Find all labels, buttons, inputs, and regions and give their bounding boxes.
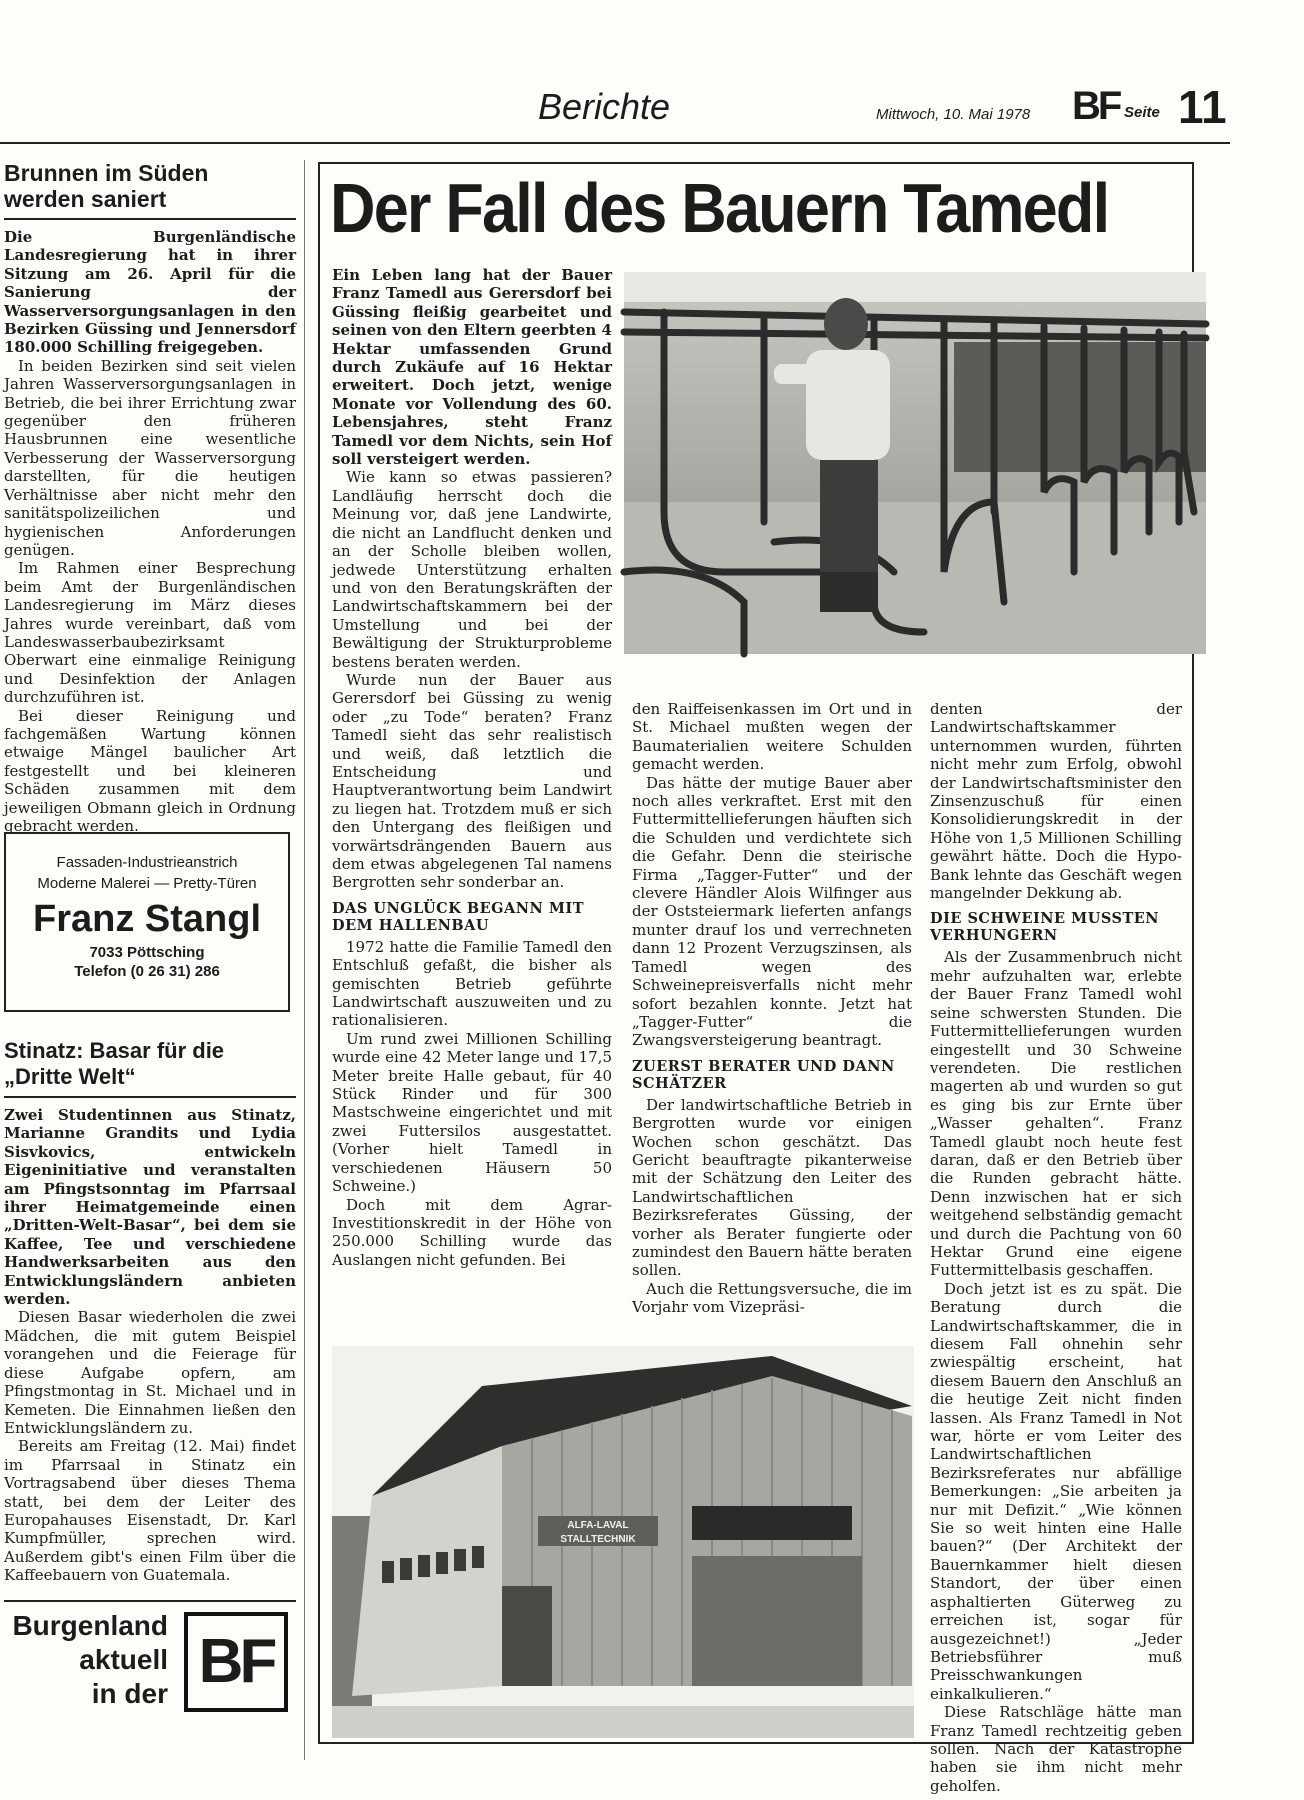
main-col-1 <box>332 266 612 1336</box>
story-brunnen-p1: In beiden Bezirken sind seit vielen Jahren Wasserversorgungsanlagen in Betrieb, die bei ihrer Errichtung zwar gegenüber den früheren Hausbrunnen eine wesentliche Verbesserung der Wasserversorgung darstellten, für die heutigen Verhältnisse aber nicht mehr den sanitätspolizeilichen und hygienischen Anforderungen genügen. <box>4 356 296 559</box>
main-col1-p5: Doch mit dem Agrar-Investitionskredit in der Höhe von 250.000 Schilling wurde das Auslangen nicht gefunden. Bei <box>332 1195 612 1269</box>
main-col3-p1: denten der Landwirtschaftskammer unternommen wurden, führten nicht mehr zum Erfolg, obwohl der Landwirtschaftsminister den Zinsenzuschuß für einen Konsolidierungskredit in der Höhe von 1,5 Millionen Schilling gewährt hätte. Doch die Hypo-Bank lehnte das Geschäft wegen mangelnder Dekkung ab. <box>930 700 1182 903</box>
story-brunnen-p2: Im Rahmen einer Besprechung beim Amt der Burgenländischen Landesregierung im März dieses Jahres wurde vereinbart, daß vom Landeswasserbaubezirksamt Oberwart eine einmalige Reinigung und Desinfektion der Anlagen durchzuführen ist. <box>4 559 296 707</box>
story-stinatz-headline-2: „Dritte Welt“ <box>4 1064 136 1089</box>
main-col-2 <box>632 700 912 1336</box>
ad-line-1: Fassaden-Industrieanstrich <box>56 854 238 871</box>
promo-logo-box <box>184 1612 288 1712</box>
header-rule <box>0 142 1230 144</box>
main-col2-p2: Das hätte der mutige Bauer aber noch alles verkraftet. Erst mit den Futtermittellieferungen häuften sich die Schulden und verdichtete sich die Gefahr. Denn die steirische Firma „Tagger-Futter“ und der clevere Händler Alois Wilfinger aus der Oststeiermark lieferten anfangs munter drauf los und verrechneten dann 12 Prozent Verzugszinsen, als Tamedl wegen des Schweinepreisverfalls nicht mehr sofort bezahlen konnte. Jetzt hat „Tagger-Futter“ die Zwangsversteigerung beantragt. <box>632 773 912 1050</box>
story-stinatz <box>4 1038 296 1585</box>
main-subhead-2: ZUERST BERATER UND DANN SCHÄTZER <box>632 1057 895 1092</box>
main-subhead-1: DAS UNGLÜCK BEGANN MIT DEM HALLENBAU <box>332 899 584 934</box>
main-lead: Ein Leben lang hat der Bauer Franz Tamedl aus Gerersdorf bei Güssing fleißig gearbeitet und seinen von den Eltern geerbten 4 Hektar umfassenden Grund durch Zukäufe auf 16 Hektar erweitert. Doch jetzt, wenige Monate vor Vollendung des 60. Lebensjahres, steht Franz Tamedl vor dem Nichts, sein Hof soll versteigert werden. <box>332 266 612 469</box>
left-column-divider <box>304 160 305 1760</box>
promo-line-2: aktuell <box>79 1644 168 1675</box>
photo-barn-drawing <box>332 1346 914 1738</box>
photo-barn <box>332 1346 914 1738</box>
story-stinatz-rule <box>4 1096 296 1098</box>
main-col2-p3: Der landwirtschaftliche Betrieb in Bergrotten wurde vor einigen Wochen schon geschätzt. Das Gericht beauftragte pikanterweise mit der Schätzung den Leiter des Landwirtschaftlichen Bezirksreferates Güssing, der vorher als Berater fungierte oder zumindest den Bauern hätte beraten sollen. <box>632 1095 912 1280</box>
story-brunnen-lead: Die Burgenländische Landesregierung hat in ihrer Sitzung am 26. April für die Sanierung der Wasserversorgungsanlagen in den Bezirken Güssing und Jennersdorf 180.000 Schilling freigegeben. <box>4 228 296 357</box>
story-brunnen-rule <box>4 218 296 220</box>
page-header <box>0 78 1304 138</box>
photo-farmer-stalls <box>624 272 1206 654</box>
ad-name: Franz Stangl <box>32 898 262 940</box>
main-col1-p4: Um rund zwei Millionen Schilling wurde eine 42 Meter lange und 17,5 Meter breite Halle gebaut, für 40 Stück Rinder und für 300 Mastschweine eingerichtet und mit zwei Futtersilos ausgestattet. (Vorher hielt Tamedl in verschiedenen Häusern 50 Schweine.) <box>332 1029 612 1196</box>
story-stinatz-headline-1: Stinatz: Basar für die <box>4 1038 225 1063</box>
story-brunnen-headline-1: Brunnen im Süden <box>4 160 209 186</box>
main-headline: Der Fall des Bauern Tamedl <box>330 169 1109 247</box>
ad-address: 7033 Pöttsching <box>89 944 205 961</box>
main-col1-p2: Wurde nun der Bauer aus Gerersdorf bei Güssing zu wenig oder „zu Tode“ beraten? Franz Tamedl sieht das sehr realistisch und weiß, daß letztlich die Entscheidung und Hauptverantwortung beim Landwirt zu liegen hat. Trotzdem muß er sich den Untergang des fleißigen und vorwärtsdrängenden Bauern aus dem etwas abgelegenen Tal namens Bergrotten sehr sonderbar an. <box>332 670 612 892</box>
story-brunnen-headline-2: werden saniert <box>4 186 167 212</box>
issue-date: Mittwoch, 10. Mai 1978 <box>876 106 1031 123</box>
ad-stangl <box>4 832 290 1012</box>
barn-sign-1: ALFA-LAVAL <box>567 1520 629 1531</box>
section-title: Berichte <box>538 86 671 127</box>
main-col2-p4: Auch die Rettungsversuche, die im Vorjahr vom Vizepräsi- <box>632 1279 912 1317</box>
ad-line-2: Moderne Malerei — Pretty-Türen <box>37 875 257 892</box>
page-label: Seite <box>1124 104 1160 121</box>
left-column <box>4 160 296 1760</box>
story-stinatz-p2: Bereits am Freitag (12. Mai) findet im Pfarrsaal in Stinatz ein Vortragsabend über dieses Thema statt, bei dem der Leiter des Europahauses Eisenstadt, Dr. Karl Kumpfmüller, sprechen wird. Außerdem gibt's einen Film über die Kaffeebauern von Guatemala. <box>4 1437 296 1585</box>
promo-line-1: Burgenland <box>12 1610 168 1641</box>
story-stinatz-lead: Zwei Studentinnen aus Stinatz, Marianne Grandits und Lydia Sisvkovics, entwickeln Eigeninitiative und veranstalten am Pfingstsonntag im Pfarrsaal ihrer Heimatgemeinde einen „Dritten-Welt-Basar“, bei dem sie Kaffee, Tee und verschiedene Handwerksarbeiten aus den Entwicklungsländern anbieten werden. <box>4 1106 296 1309</box>
main-col3-p2: Als der Zusammenbruch nicht mehr aufzuhalten war, erlebte der Bauer Franz Tamedl wohl seine schwersten Stunden. Die Futtermittellieferungen wurden eingestellt und 30 Schweine verendeten. Die restlichen magerten ab und wurden so gut es ging bis zur Ernte über „Wasser gehalten“. Franz Tamedl glaubt noch heute fest daran, daß er den Betrieb über die Runden gebracht hätte. Denn inzwischen hat er sich weitgehend selbständig gemacht und durch die Pachtung von 60 Hektar Grund eine eigene Futtermittelbasis geschaffen. <box>930 948 1182 1280</box>
story-brunnen <box>4 160 296 835</box>
main-col1-p1: Wie kann so etwas passieren? Landläufig herrscht doch die Meinung vor, daß jene Landwirte, die nicht an Landflucht denken und an der Scholle bleiben wollen, jedwede Unterstützung erhalten und von den Beratungskräften der Landwirtschaftskammern bei der Umstellung und bei der Bewältigung der Strukturprobleme bestens beraten werden. <box>332 468 612 671</box>
ad-phone: Telefon (0 26 31) 286 <box>74 963 220 980</box>
header-logo: BF <box>1072 84 1120 128</box>
main-col3-p4: Diese Ratschläge hätte man Franz Tamedl rechtzeitig geben sollen. Nach der Katastrophe haben sie ihm nicht mehr geholfen. <box>930 1703 1182 1795</box>
photo-farmer-stalls-drawing <box>624 272 1206 654</box>
story-stinatz-p1: Diesen Basar wiederholen die zwei Mädchen, die mit gutem Beispiel vorangehen und die Feierage für diese Aufgabe opfern, am Pfingstmontag in St. Michael und in Kemeten. Die Einnahmen ließen den Entwicklungsländern zu. <box>4 1308 296 1437</box>
promo-box <box>4 1600 296 1722</box>
page-number: 11 <box>1178 81 1227 133</box>
promo-logo: BF <box>198 1627 274 1696</box>
main-col2-p1: den Raiffeisenkassen im Ort und in St. Michael mußten wegen der Baumaterialien weitere Schulden gemacht werden. <box>632 700 912 774</box>
story-brunnen-p3: Bei dieser Reinigung und fachgemäßen Wartung können etwaige Mängel baulicher Art festgestellt und bei kleineren Schäden zusammen mit dem jeweiligen Obmann gleich in Ordnung gebracht werden. <box>4 706 296 835</box>
main-col1-p3: 1972 hatte die Familie Tamedl den Entschluß gefaßt, die bisher als gemischten Betrieb geführte Landwirtschaft auszuweiten und zu rationalisieren. <box>332 937 612 1030</box>
main-col3-p3: Doch jetzt ist es zu spät. Die Beratung durch die Landwirtschaftskammer, die in diesem Fall ohnehin sehr zwiespältig erscheint, hat diesem Bauern den Anschluß an die heutige Zeit nicht finden lassen. Als Franz Tamedl in Not war, hörte er vom Leiter des Landwirtschaftlichen Bezirksreferates nur abfällige Bemerkungen: „Sie arbeiten ja nur mit Defizit.“ „Wie können Sie so weit hinten eine Halle bauen?“ (Der Architekt der Bauernkammer hielt diesen Standort, der über einen asphaltierten Güterweg zu erreichen ist, sogar für ausgezeichnet!) „Jeder Betriebsführer muß Preisschwankungen einkalkulieren.“ <box>930 1279 1182 1703</box>
main-col-3 <box>930 700 1182 1795</box>
barn-sign-2: STALLTECHNIK <box>560 1534 636 1545</box>
main-subhead-3: DIE SCHWEINE MUSSTEN VERHUNGERN <box>930 910 1160 945</box>
promo-line-3: in der <box>91 1678 168 1709</box>
